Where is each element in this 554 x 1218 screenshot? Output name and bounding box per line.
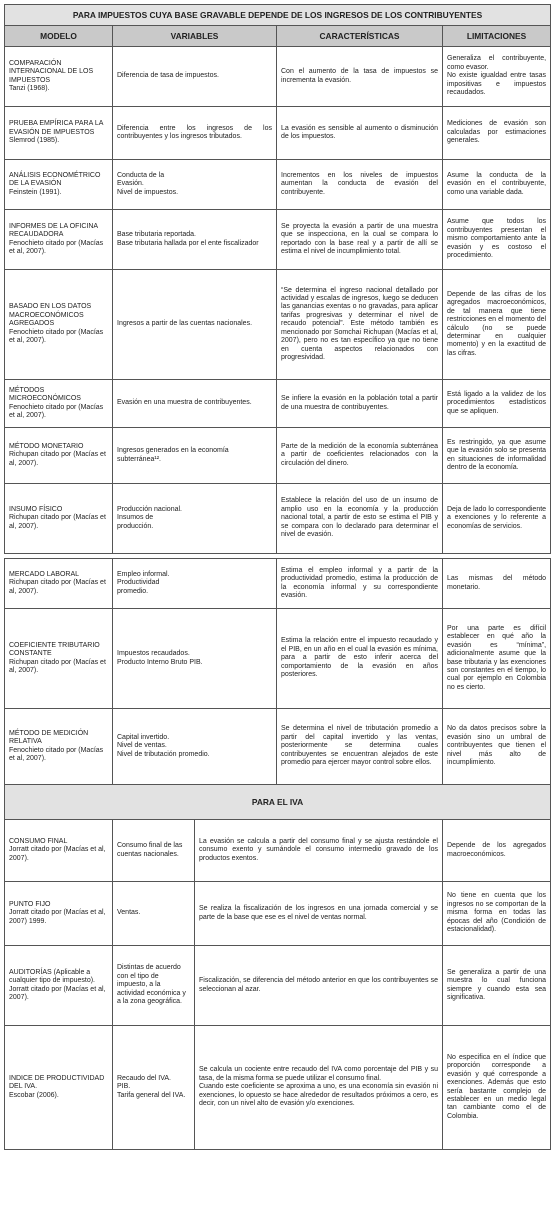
caracteristicas-cell: Con el aumento de la tasa de impuestos se incrementa la evasión. bbox=[281, 68, 438, 84]
caracteristicas-cell: Se determina el nivel de tributación promedio a partir del capital invertido y las ventas, posteriormente se determina cuales contribuyentes se encuentran alejados de este promedio para ejercer mayor control sobre ellos. bbox=[281, 725, 438, 767]
caracteristicas-cell: Fiscalización, se diferencia del método anterior en que los contribuyentes se seleccionan al azar. bbox=[199, 977, 438, 993]
variables-cell: Ingresos a partir de las cuentas nacionales. bbox=[117, 320, 253, 328]
caracteristicas-cell: Incrementos en los niveles de impuestos aumentan la conducta de evasión del contribuyente. bbox=[281, 171, 438, 196]
limitaciones-cell: Mediciones de evasión son calculadas por estimaciones generales. bbox=[447, 120, 547, 145]
limitaciones-cell: Asume la conducta de la evasión en el contribuyente, como una variable dada. bbox=[447, 171, 547, 196]
table-row bbox=[5, 270, 551, 380]
caracteristicas-cell: Estima la relación entre el impuesto recaudado y el PIB, en un año en el cual la evasión es mínima, para a partir de esto inferir acerca del comportamiento de la evasión en años posteriores. bbox=[281, 637, 438, 679]
variables-cell: Producción nacional. Insumos de producción. bbox=[117, 505, 182, 530]
caracteristicas-cell: Se infiere la evasión en la población total a partir de una muestra de contribuyentes. bbox=[281, 395, 438, 411]
variables-cell: Capital invertido. Nivel de ventas. Nivel de tributación promedio. bbox=[117, 733, 210, 758]
modelo-cell: COEFICIENTE TRIBUTARIO CONSTANTE Richupan citado por (Macías et al, 2007). bbox=[9, 641, 106, 674]
limitaciones-cell: Depende de los agregados macroeconómicos. bbox=[447, 842, 547, 858]
modelo-cell: PUNTO FIJO Jorratt citado por (Macías et al, 2007) 1999. bbox=[9, 900, 106, 925]
caracteristicas-cell: Estima el empleo informal y a partir de la productividad promedio, estima la producción de la economía informal y su correspondiente evasión. bbox=[281, 566, 438, 599]
table-row bbox=[5, 709, 551, 785]
table-row bbox=[5, 47, 551, 107]
table-row bbox=[5, 210, 551, 270]
caracteristicas-cell: Se calcula un cociente entre recaudo del IVA como porcentaje del PIB y su tasa, de la misma forma se puede utilizar el consumo final. Cuando este coeficiente se aproxima a uno, es una economía sin evasión ni exenciones, lo opuesto se hace alrededor de resultados próximos a cero, es decir, con un nivel alto de evasión y/o exenciones. bbox=[199, 1066, 438, 1108]
table-title-row bbox=[5, 5, 551, 26]
modelo-cell: INDICE DE PRODUCTIVIDAD DEL IVA. Escobar (2006). bbox=[9, 1074, 105, 1099]
header-modelo: MODELO bbox=[5, 26, 113, 47]
caracteristicas-cell: La evasión es sensible al aumento o disminución de los impuestos. bbox=[281, 124, 438, 140]
modelo-cell: MÉTODO DE MEDICIÓN RELATIVA Fenochieto citado por (Macías et al, 2007). bbox=[9, 729, 104, 762]
variables-cell: Evasión en una muestra de contribuyentes. bbox=[117, 399, 252, 407]
limitaciones-cell: Se generaliza a partir de una muestra lo cual funciona siempre y cuando esta sea significativa. bbox=[447, 968, 547, 1001]
column-header-row bbox=[5, 26, 551, 47]
variables-cell: Diferencia entre los ingresos de los contribuyentes y los ingresos tributados. bbox=[117, 124, 272, 140]
table-row bbox=[5, 107, 551, 160]
variables-cell: Recaudo del IVA. PIB. Tarifa general del IVA. bbox=[117, 1074, 186, 1099]
limitaciones-cell: Deja de lado lo correspondiente a exenciones y lo referente a economías de servicios. bbox=[447, 505, 547, 530]
modelo-cell: MÉTODO MONETARIO Richupan citado por (Macías et al, 2007). bbox=[9, 442, 106, 467]
limitaciones-cell: Está ligado a la validez de los procedimientos estadísticos que se apliquen. bbox=[447, 390, 547, 415]
variables-cell: Impuestos recaudados. Producto Interno Bruto PIB. bbox=[117, 650, 203, 666]
modelo-cell: AUDITORÍAS (Aplicable a cualquier tipo de impuesto). Jorratt citado por (Macías et al, 2007). bbox=[9, 968, 106, 1001]
header-caracteristicas: CARACTERÍSTICAS bbox=[277, 26, 443, 47]
header-limitaciones: LIMITACIONES bbox=[443, 26, 551, 47]
limitaciones-cell: Depende de las cifras de los agregados macroeconómicos, de tal manera que tiene restricciones en el momento del cálculo (no se puede determinar en cualquier momento) y en la exactitud de las cifras. bbox=[447, 290, 547, 357]
table-row bbox=[5, 380, 551, 428]
modelo-cell: BASADO EN LOS DATOS MACROECONÓMICOS AGREGADOS Fenochieto citado por (Macías et al, 2007). bbox=[9, 303, 104, 345]
variables-cell: Ventas. bbox=[117, 909, 141, 917]
limitaciones-cell: Asume que todos los contribuyentes presentan el mismo comportamiento ante la evasión y es costoso el procedimiento. bbox=[447, 218, 547, 260]
caracteristicas-cell: Establece la relación del uso de un insumo de amplio uso en la economía y la producción nacional total, a partir de esto se estima el PIB y se compara con lo declarado para determinar el nivel de evasión. bbox=[281, 497, 438, 539]
modelo-cell: MERCADO LABORAL Richupan citado por (Macías et al, 2007). bbox=[9, 570, 106, 595]
variables-cell: Conducta de la Evasión. Nivel de impuestos. bbox=[117, 171, 179, 196]
caracteristicas-cell: Se realiza la fiscalización de los ingresos en una jornada comercial y se parte de la base que ese es el nivel de ventas normal. bbox=[199, 905, 438, 921]
table-row bbox=[5, 559, 551, 609]
table-row bbox=[5, 428, 551, 484]
modelo-cell: CONSUMO FINAL Jorratt citado por (Macías et al, 2007). bbox=[9, 837, 106, 862]
limitaciones-cell: No tiene en cuenta que los ingresos no se comportan de la misma forma en todas las épocas del año (Condición de estacionalidad). bbox=[447, 892, 547, 934]
caracteristicas-cell: “Se determina el ingreso nacional detallado por actividad y escalas de ingresos, luego se deducen las ganancias exentas o no gravadas, para aplicar tarifas progresivas y determinar el nivel de recaudo potencial”. Este método también es mencionado por Somchai Richupan (Macías et al, 2007), pero no es tan específico ya que no tiene en cuenta aspectos relacionados con progresividad. bbox=[281, 286, 438, 361]
limitaciones-cell: Por una parte es difícil establecer en qué año la evasión es “mínima”, adicionalmente asume que la base tributaria y las exenciones son constantes en el tiempo, lo cual por ejemplo en Colombia no es cierto. bbox=[447, 624, 547, 691]
modelo-cell: INFORMES DE LA OFICINA RECAUDADORA Fenochieto citado por (Macías et al, 2007). bbox=[9, 222, 104, 255]
caracteristicas-cell: La evasión se calcula a partir del consumo final y se ajusta restándole el consumo exento y sumándole el consumo intermedio gravado de los productos exentos. bbox=[199, 837, 438, 862]
variables-cell: Base tributaria reportada. Base tributaria hallada por el ente fiscalizador bbox=[117, 231, 259, 247]
table-row bbox=[5, 946, 551, 1026]
table-row bbox=[5, 820, 551, 882]
document-page bbox=[4, 4, 550, 1150]
header-variables: VARIABLES bbox=[113, 26, 277, 47]
variables-cell: Empleo informal. Productividad promedio. bbox=[117, 570, 170, 595]
limitaciones-cell: Generaliza el contribuyente, como evasor. No existe igualdad entre tasas impositivas e impuestos recaudados. bbox=[447, 55, 547, 97]
modelo-cell: INSUMO FÍSICO Richupan citado por (Macías et al, 2007). bbox=[9, 505, 106, 530]
modelo-cell: PRUEBA EMPÍRICA PARA LA EVASIÓN DE IMPUESTOS Slemrod (1985). bbox=[9, 120, 104, 145]
variables-cell: Consumo final de las cuentas nacionales. bbox=[117, 842, 183, 858]
tax-evasion-models-table bbox=[4, 4, 551, 1150]
caracteristicas-cell: Se proyecta la evasión a partir de una muestra que se inspecciona, en la cual se compara lo reportado con la base real y a partir de allí se estima el nivel de incumplimiento total. bbox=[281, 222, 438, 255]
table-row bbox=[5, 1026, 551, 1150]
table-row bbox=[5, 160, 551, 210]
table-row bbox=[5, 882, 551, 946]
limitaciones-cell: Es restringido, ya que asume que la evasión solo se presenta en situaciones de informalidad dentro de la economía. bbox=[447, 438, 547, 471]
limitaciones-cell: Las mismas del método monetario. bbox=[447, 575, 547, 591]
iva-section-row bbox=[5, 785, 551, 820]
limitaciones-cell: No especifica en el índice que proporción corresponde a evasión y qué corresponde a exenciones. Además que esto sería bastante complejo de establecer en un medio legal tan cambiante como el de Colombia. bbox=[447, 1053, 547, 1120]
table-row bbox=[5, 484, 551, 554]
modelo-cell: ANÁLISIS ECONOMÉTRICO DE LA EVASIÓN Feinstein (1991). bbox=[9, 171, 101, 196]
variables-cell: Distintas de acuerdo con el tipo de impuesto, a la actividad económica y a la zona geográfica. bbox=[117, 964, 186, 1006]
modelo-cell: COMPARACIÓN INTERNACIONAL DE LOS IMPUESTOS Tanzi (1968). bbox=[9, 59, 94, 92]
variables-cell: Ingresos generados en la economía subterránea¹². bbox=[117, 447, 229, 463]
limitaciones-cell: No da datos precisos sobre la evasión sino un umbral de contribuyentes que tienen el nivel más alto de incumplimiento. bbox=[447, 725, 547, 767]
table-row bbox=[5, 609, 551, 709]
variables-cell: Diferencia de tasa de impuestos. bbox=[117, 72, 219, 80]
caracteristicas-cell: Parte de la medición de la economía subterránea a partir de coeficientes relacionados con la circulación del dinero. bbox=[281, 442, 438, 467]
modelo-cell: MÉTODOS MICROECONÓMICOS Fenochieto citado por (Macías et al, 2007). bbox=[9, 386, 104, 419]
iva-section-title: PARA EL IVA bbox=[5, 785, 551, 820]
table-title: PARA IMPUESTOS CUYA BASE GRAVABLE DEPENDE DE LOS INGRESOS DE LOS CONTRIBUYENTES bbox=[5, 5, 551, 26]
